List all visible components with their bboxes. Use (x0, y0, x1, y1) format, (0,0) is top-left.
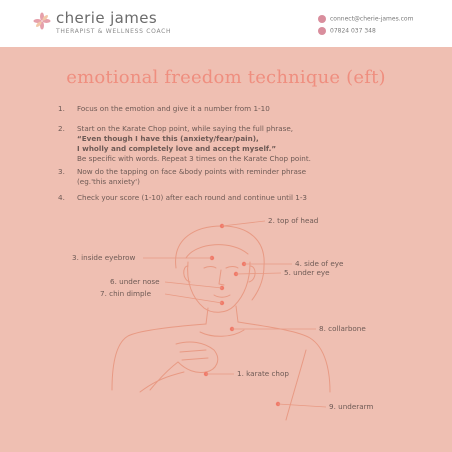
step-text: Focus on the emotion and give it a number from 1-10 (77, 104, 270, 113)
label-chin-dimple: 7. chin dimple (100, 289, 152, 298)
brand-tagline: THERAPIST & WELLNESS COACH (56, 28, 172, 35)
face-outline (188, 262, 250, 312)
tapping-hand (176, 342, 218, 373)
page-title: emotional freedom technique (eft) (66, 67, 386, 88)
label-underarm: 9. underarm (329, 402, 374, 411)
mouth (214, 295, 230, 297)
step-number: 3. (58, 167, 65, 176)
brand-name: cherie james (56, 9, 158, 27)
tapping-points (204, 224, 280, 406)
label-under-nose: 6. under nose (110, 277, 160, 286)
label-top-of-head: 2. top of head (268, 216, 319, 225)
label-side-of-eye: 4. side of eye (295, 259, 344, 268)
label-collarbone: 8. collarbone (319, 324, 366, 333)
hair-outline (176, 226, 265, 300)
label-karate-chop: 1. karate chop (237, 369, 289, 378)
right-shoulder (238, 322, 330, 392)
left-eye (204, 267, 216, 269)
email-text: connect@cherie-james.com (330, 15, 414, 23)
step-text: (eg.'this anxiety') (77, 177, 140, 186)
step-text: Be specific with words. Repeat 3 times on the Karate Chop point. (77, 154, 311, 163)
collarbone-line (200, 330, 244, 336)
phone-text: 07824 037 348 (330, 27, 376, 35)
step-number: 2. (58, 124, 65, 133)
forearm (150, 362, 178, 390)
step-text: Check your score (1-10) after each round and continue until 1-3 (77, 193, 307, 202)
leader-lines (143, 221, 326, 407)
right-eye (226, 267, 238, 269)
affirmation-line: I wholly and completely love and accept myself.” (77, 144, 277, 153)
step-number: 4. (58, 193, 65, 202)
step-text: Start on the Karate Chop point, while saying the full phrase, (77, 124, 294, 133)
label-inside-eyebrow: 3. inside eyebrow (72, 253, 136, 262)
step-number: 1. (58, 104, 65, 113)
label-under-eye: 5. under eye (284, 268, 330, 277)
right-arm (286, 350, 306, 420)
step-text: Now do the tapping on face &body points with reminder phrase (77, 167, 307, 176)
nose (219, 270, 224, 285)
affirmation-line: “Even though I have this (anxiety/fear/pain), (77, 134, 259, 143)
